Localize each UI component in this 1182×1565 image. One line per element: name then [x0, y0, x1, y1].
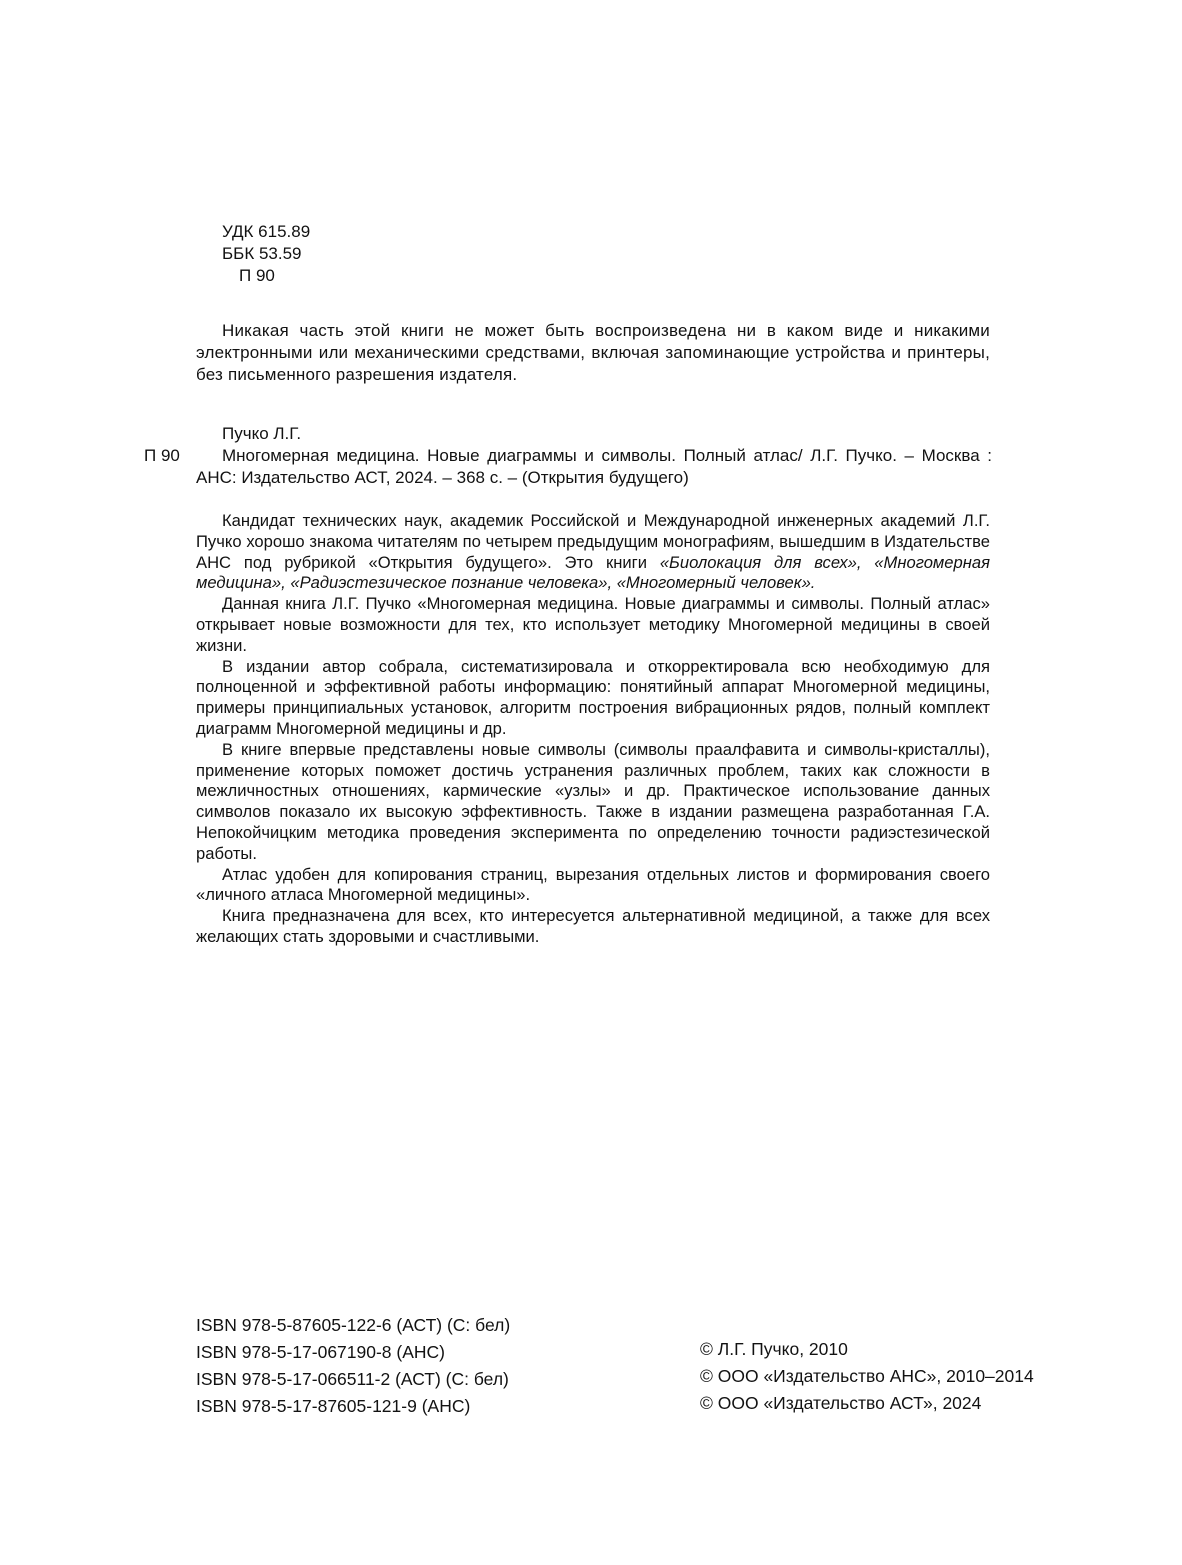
bibliographic-block: [144, 423, 992, 488]
isbn-line: ISBN 978-5-17-066511-2 (АСТ) (С: бел): [196, 1369, 509, 1389]
author-name: Пучко Л.Г.: [222, 424, 302, 443]
annotation-paragraph: [196, 594, 990, 656]
annotation-run: Кандидат технических наук, академик Российской и Международной инженерных академий Л.Г. Пучко хорошо знакома читателям по четырем предыдущим монографиям, вышедшим в Издательстве АНС под рубрикой «Открытия будущего». Это книги: [196, 511, 990, 572]
copyright-line: © ООО «Издательство АСТ», 2024: [700, 1393, 982, 1413]
bibliographic-entry: Многомерная медицина. Новые диаграммы и символы. Полный атлас/ Л.Г. Пучко. – Москва : АНС: Издательство АСТ, 2024. – 368 с. – (Открытия будущего): [196, 445, 992, 487]
annotation-paragraph: [196, 511, 990, 594]
bbk-code: ББК 53.59: [222, 243, 302, 263]
copyright-block: [700, 1336, 1034, 1417]
annotation-paragraph: [196, 657, 990, 740]
annotation-section: [196, 511, 990, 948]
udc-code: УДК 615.89: [222, 222, 311, 241]
classification-codes: [222, 221, 310, 286]
annotation-run: В книге впервые представлены новые символы (символы праалфавита и символы-кристаллы), применение которых поможет достичь устранения различных проблем, таких как сложности в межличностных отношениях, кармические «узлы» и др. Практическое использование данных символов показало их высокую эффективность. Также в издании размещена разработанная Г.А. Непокойчицким методика проведения эксперимента по определению точности радиэстезической работы.: [196, 739, 990, 863]
annotation-run: Данная книга Л.Г. Пучко «Многомерная медицина. Новые диаграммы и символы. Полный атлас» открывает новые возможности для тех, кто использует методику Многомерной медицины в своей жизни.: [196, 594, 990, 655]
annotation-run-italic: «Биолокация для всех», «Многомерная медицина», «Радиэстезическое познание человека», «Многомерный человек».: [196, 552, 990, 593]
copyright-notice: Никакая часть этой книги не может быть воспроизведена ни в каком виде и никакими электронными или механическими средствами, включая запоминающие устройства и принтеры, без письменного разрешения издателя.: [196, 321, 990, 384]
isbn-line: ISBN 978-5-17-067190-8 (АНС): [196, 1342, 446, 1362]
annotation-run: Атлас удобен для копирования страниц, вырезания отдельных листов и формирования своего «личного атласа Многомерной медицины».: [196, 864, 990, 905]
margin-author-sign: П 90: [144, 445, 180, 465]
annotation-paragraph: [196, 906, 990, 948]
copyright-line: © ООО «Издательство АНС», 2010–2014: [700, 1366, 1034, 1386]
author-sign-code: П 90: [239, 265, 275, 285]
isbn-line: ISBN 978-5-17-87605-121-9 (АНС): [196, 1396, 471, 1416]
annotation-paragraph: [196, 865, 990, 907]
annotation-paragraph: [196, 740, 990, 865]
copyright-line: © Л.Г. Пучко, 2010: [700, 1339, 848, 1359]
annotation-run: Книга предназначена для всех, кто интересуется альтернативной медициной, а также для всех желающих стать здоровыми и счастливыми.: [196, 906, 990, 946]
annotation-run: В издании автор собрала, систематизировала и откорректировала всю необходимую для полноценной и эффективной работы информацию: понятийный аппарат Многомерной медицины, примеры принципиальных установок, алгоритм построения вибрационных рядов, полный комплект диаграмм Многомерной медицины и др.: [196, 656, 990, 738]
isbn-line: ISBN 978-5-87605-122-6 (АСТ) (С: бел): [196, 1315, 511, 1335]
isbn-block: [196, 1312, 510, 1420]
